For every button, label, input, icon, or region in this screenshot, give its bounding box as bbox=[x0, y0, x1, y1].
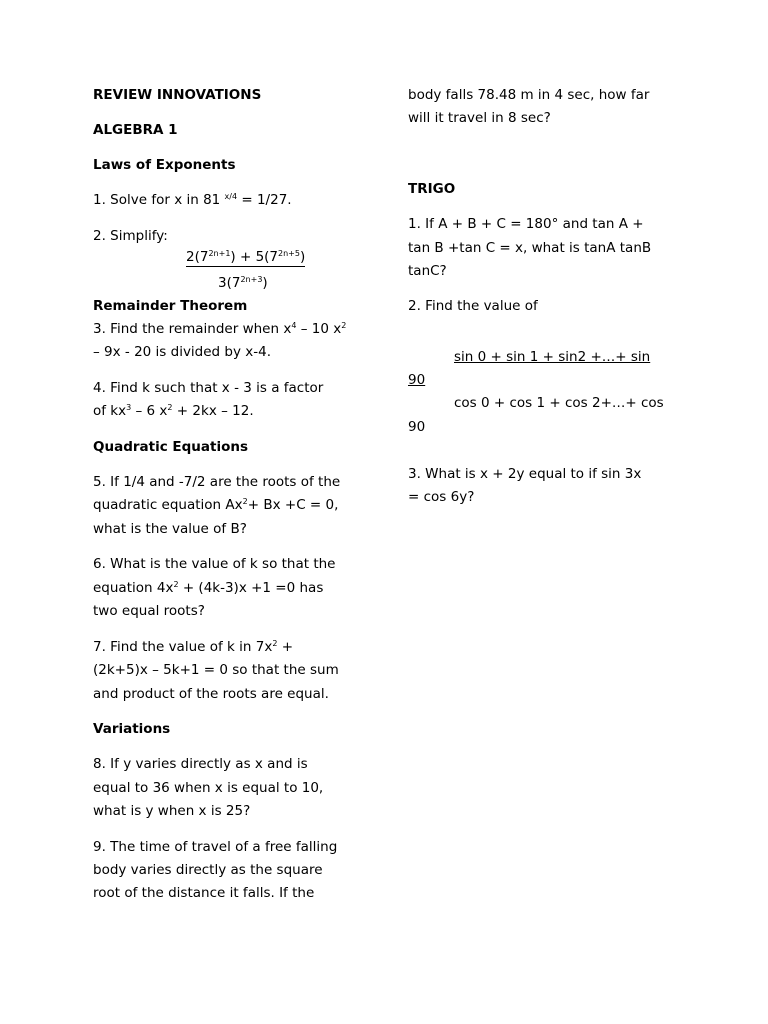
question-6-line-3: two equal roots? bbox=[93, 603, 205, 619]
trigo-question-3-line-1: 3. What is x + 2y equal to if sin 3x bbox=[408, 466, 642, 482]
question-6-line-2: equation $4x^2 + (4k-3)x +1 =0$ has bbox=[93, 580, 324, 596]
trigo-question-3-line-2: = cos 6y? bbox=[408, 489, 475, 505]
section-heading-remainder: Remainder Theorem bbox=[93, 298, 248, 314]
question-5-line-3: what is the value of B? bbox=[93, 521, 247, 537]
question-8-line-2: equal to 36 when x is equal to 10, bbox=[93, 780, 324, 796]
trigo-question-2-denominator-line-1: cos 0 + cos 1 + cos 2+…+ cos bbox=[454, 395, 664, 411]
trigo-question-2-label: 2. Find the value of bbox=[408, 298, 538, 314]
trigo-question-2-numerator-line-1: sin 0 + sin 1 + sin2 +…+ sin bbox=[454, 349, 651, 365]
section-heading-quadratic: Quadratic Equations bbox=[93, 439, 249, 455]
section-heading-variations: Variations bbox=[93, 721, 171, 737]
question-2-denominator: $3(7^{2n+3})$ bbox=[218, 275, 268, 291]
question-2-label: 2. Simplify: bbox=[93, 228, 168, 244]
trigo-question-2-numerator-line-2: 90 bbox=[408, 372, 426, 388]
question-9-continued-line-1: body falls 78.48 m in 4 sec, how far bbox=[408, 87, 650, 103]
question-4-line-1: 4. Find k such that x - 3 is a factor bbox=[93, 380, 324, 396]
question-3-line-1: 3. Find the remainder when $x^4 - 10$ $x^2$ bbox=[93, 321, 347, 337]
question-7-line-1: 7. Find the value of k in $7x^2$ + bbox=[93, 639, 294, 655]
section-heading-trigo: TRIGO bbox=[408, 181, 456, 197]
trigo-question-2-denominator-line-2: 90 bbox=[408, 419, 426, 435]
section-heading-exponents: Laws of Exponents bbox=[93, 157, 236, 173]
question-2-numerator: $2(7^{2n+1}) + 5(7^{2n+5})$ bbox=[186, 249, 306, 265]
document-header: REVIEW INNOVATIONS bbox=[93, 87, 262, 103]
question-9-line-3: root of the distance it falls. If the bbox=[93, 885, 315, 901]
question-6-line-1: 6. What is the value of k so that the bbox=[93, 556, 336, 572]
trigo-question-1-line-2: tan B +tan C = x, what is tanA tanB bbox=[408, 240, 652, 256]
question-5-line-2: quadratic equation $Ax^2+ Bx +C = 0$, bbox=[93, 497, 339, 513]
question-4-line-2: of $kx^3 - 6$ $x^2 + 2kx - 12$. bbox=[93, 403, 254, 419]
question-9-line-2: body varies directly as the square bbox=[93, 862, 323, 878]
question-1: 1. Solve for x in 81 $^{x/4}$ = 1/27. bbox=[93, 192, 292, 208]
question-8-line-3: what is y when x is 25? bbox=[93, 803, 251, 819]
trigo-question-1-line-1: 1. If A + B + C = 180° and tan A + bbox=[408, 216, 644, 232]
question-7-line-3: and product of the roots are equal. bbox=[93, 686, 329, 702]
question-8-line-1: 8. If y varies directly as x and is bbox=[93, 756, 308, 772]
question-7-line-2: (2k+5)x – 5k+1 = 0 so that the sum bbox=[93, 662, 339, 678]
question-9-line-1: 9. The time of travel of a free falling bbox=[93, 839, 338, 855]
trigo-question-1-line-3: tanC? bbox=[408, 263, 447, 279]
question-3-line-2: – 9x - 20 is divided by x-4. bbox=[93, 344, 272, 360]
question-5-line-1: 5. If 1/4 and -7/2 are the roots of the bbox=[93, 474, 341, 490]
subject-heading: ALGEBRA 1 bbox=[93, 122, 178, 138]
question-9-continued-line-2: will it travel in 8 sec? bbox=[408, 110, 551, 126]
